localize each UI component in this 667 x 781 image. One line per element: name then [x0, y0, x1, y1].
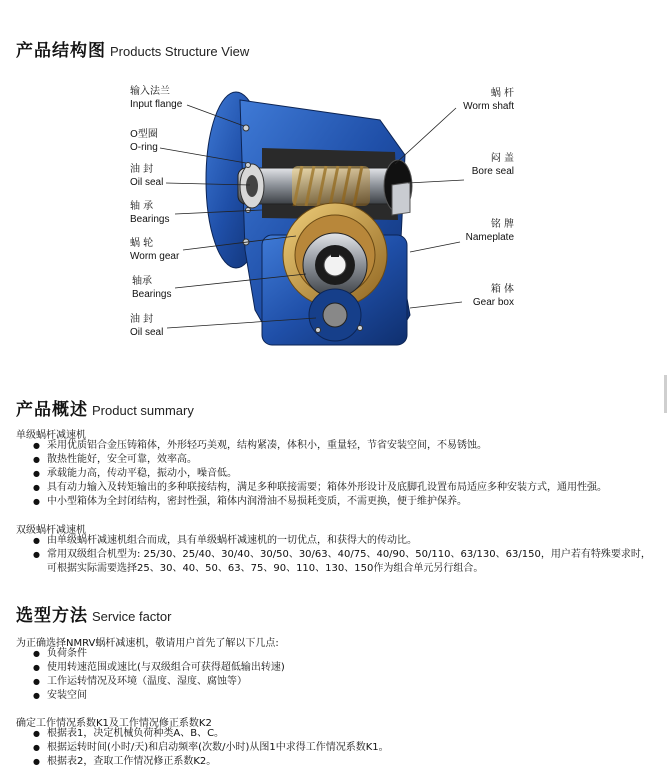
- label-bore-seal: 闷 盖 Bore seal: [471, 153, 514, 177]
- double-stage-list: [33, 534, 657, 576]
- structure-title-en: Products Structure View: [110, 44, 250, 59]
- worm-gearbox-illustration: [0, 60, 667, 360]
- label-bearings-top: 轴 承 Bearings: [130, 201, 170, 225]
- structure-title: [16, 36, 249, 61]
- summary-title-en: Product summary: [92, 403, 194, 418]
- service-title-en: Service factor: [92, 609, 172, 624]
- summary-title-cn: 产品概述: [16, 400, 88, 420]
- label-o-ring: O型圈 O-ring: [130, 129, 158, 153]
- single-stage-list: [33, 439, 607, 509]
- list-item: ● 负荷条件: [33, 647, 285, 661]
- factor-list: [33, 727, 389, 769]
- label-input-flange: 输入法兰 Input flange: [130, 86, 183, 110]
- list-item: ● 根据表2，查取工作情况修正系数K2。: [33, 755, 389, 769]
- structure-diagram: [0, 60, 667, 360]
- list-item: ● 根据运转时间(小时/天)和启动频率(次数/小时)从图1中求得工作情况系数K1。: [33, 741, 389, 755]
- structure-title-cn: 产品结构图: [16, 41, 106, 61]
- label-worm-shaft: 蜗 杆 Worm shaft: [463, 88, 514, 112]
- double-stage-heading: 双级蜗杆减速机: [16, 525, 86, 536]
- list-item: ● 承载能力高，传动平稳，振动小，噪音低。: [33, 467, 607, 481]
- label-oil-seal-bottom: 油 封 Oil seal: [130, 314, 164, 338]
- service-intro-list: [33, 647, 285, 703]
- list-item: ● 常用双级组合机型为: 25/30、25/40、30/40、30/50、30/63、40/75、40/90、50/110、63/130、63/150，用户若有特殊要求时，可根据实际需要选择25、30、40、50、63、75、90、110、130、150作为组合单元另行组合。: [33, 548, 657, 576]
- summary-title: [16, 395, 194, 420]
- list-item: ● 散热性能好，安全可靠，效率高。: [33, 453, 607, 467]
- label-bearings-bottom: 轴承 Bearings: [132, 276, 172, 300]
- list-item: ● 使用转速范围或速比(与双级组合可获得超低输出转速): [33, 661, 285, 675]
- label-gear-box: 箱 体 Gear box: [472, 284, 514, 308]
- label-nameplate: 铭 牌 Nameplate: [465, 219, 514, 243]
- label-worm-gear: 蜗 轮 Worm gear: [130, 238, 180, 262]
- single-stage-heading: 单级蜗杆减速机: [16, 430, 86, 441]
- label-oil-seal-top: 油 封 Oil seal: [130, 164, 164, 188]
- list-item: ● 由单级蜗杆减速机组合而成，具有单级蜗杆减速机的一切优点，和获得大的传动比。: [33, 534, 657, 548]
- list-item: ● 安装空间: [33, 689, 285, 703]
- service-title: [16, 601, 171, 626]
- list-item: ● 根据表1，决定机械负荷种类A、B、C。: [33, 727, 389, 741]
- service-title-cn: 选型方法: [16, 606, 88, 626]
- list-item: ● 采用优质铝合金压铸箱体，外形轻巧美观，结构紧凑，体积小，重量轻，节省安装空间，不易锈蚀。: [33, 439, 607, 453]
- list-item: ● 工作运转情况及环境（温度、湿度、腐蚀等）: [33, 675, 285, 689]
- factor-heading: 确定工作情况系数K1及工作情况修正系数K2: [16, 718, 212, 729]
- list-item: ● 中小型箱体为全封闭结构，密封性强，箱体内润滑油不易损耗变质，不需更换，便于维护保养。: [33, 495, 607, 509]
- list-item: ● 具有动力输入及转矩输出的多种联接结构，满足多种联接需要；箱体外形设计及底脚孔设置布局适应多种安装方式，通用性强。: [33, 481, 607, 495]
- service-intro: 为正确选择NMRV蜗杆减速机，敬请用户首先了解以下几点:: [16, 638, 279, 649]
